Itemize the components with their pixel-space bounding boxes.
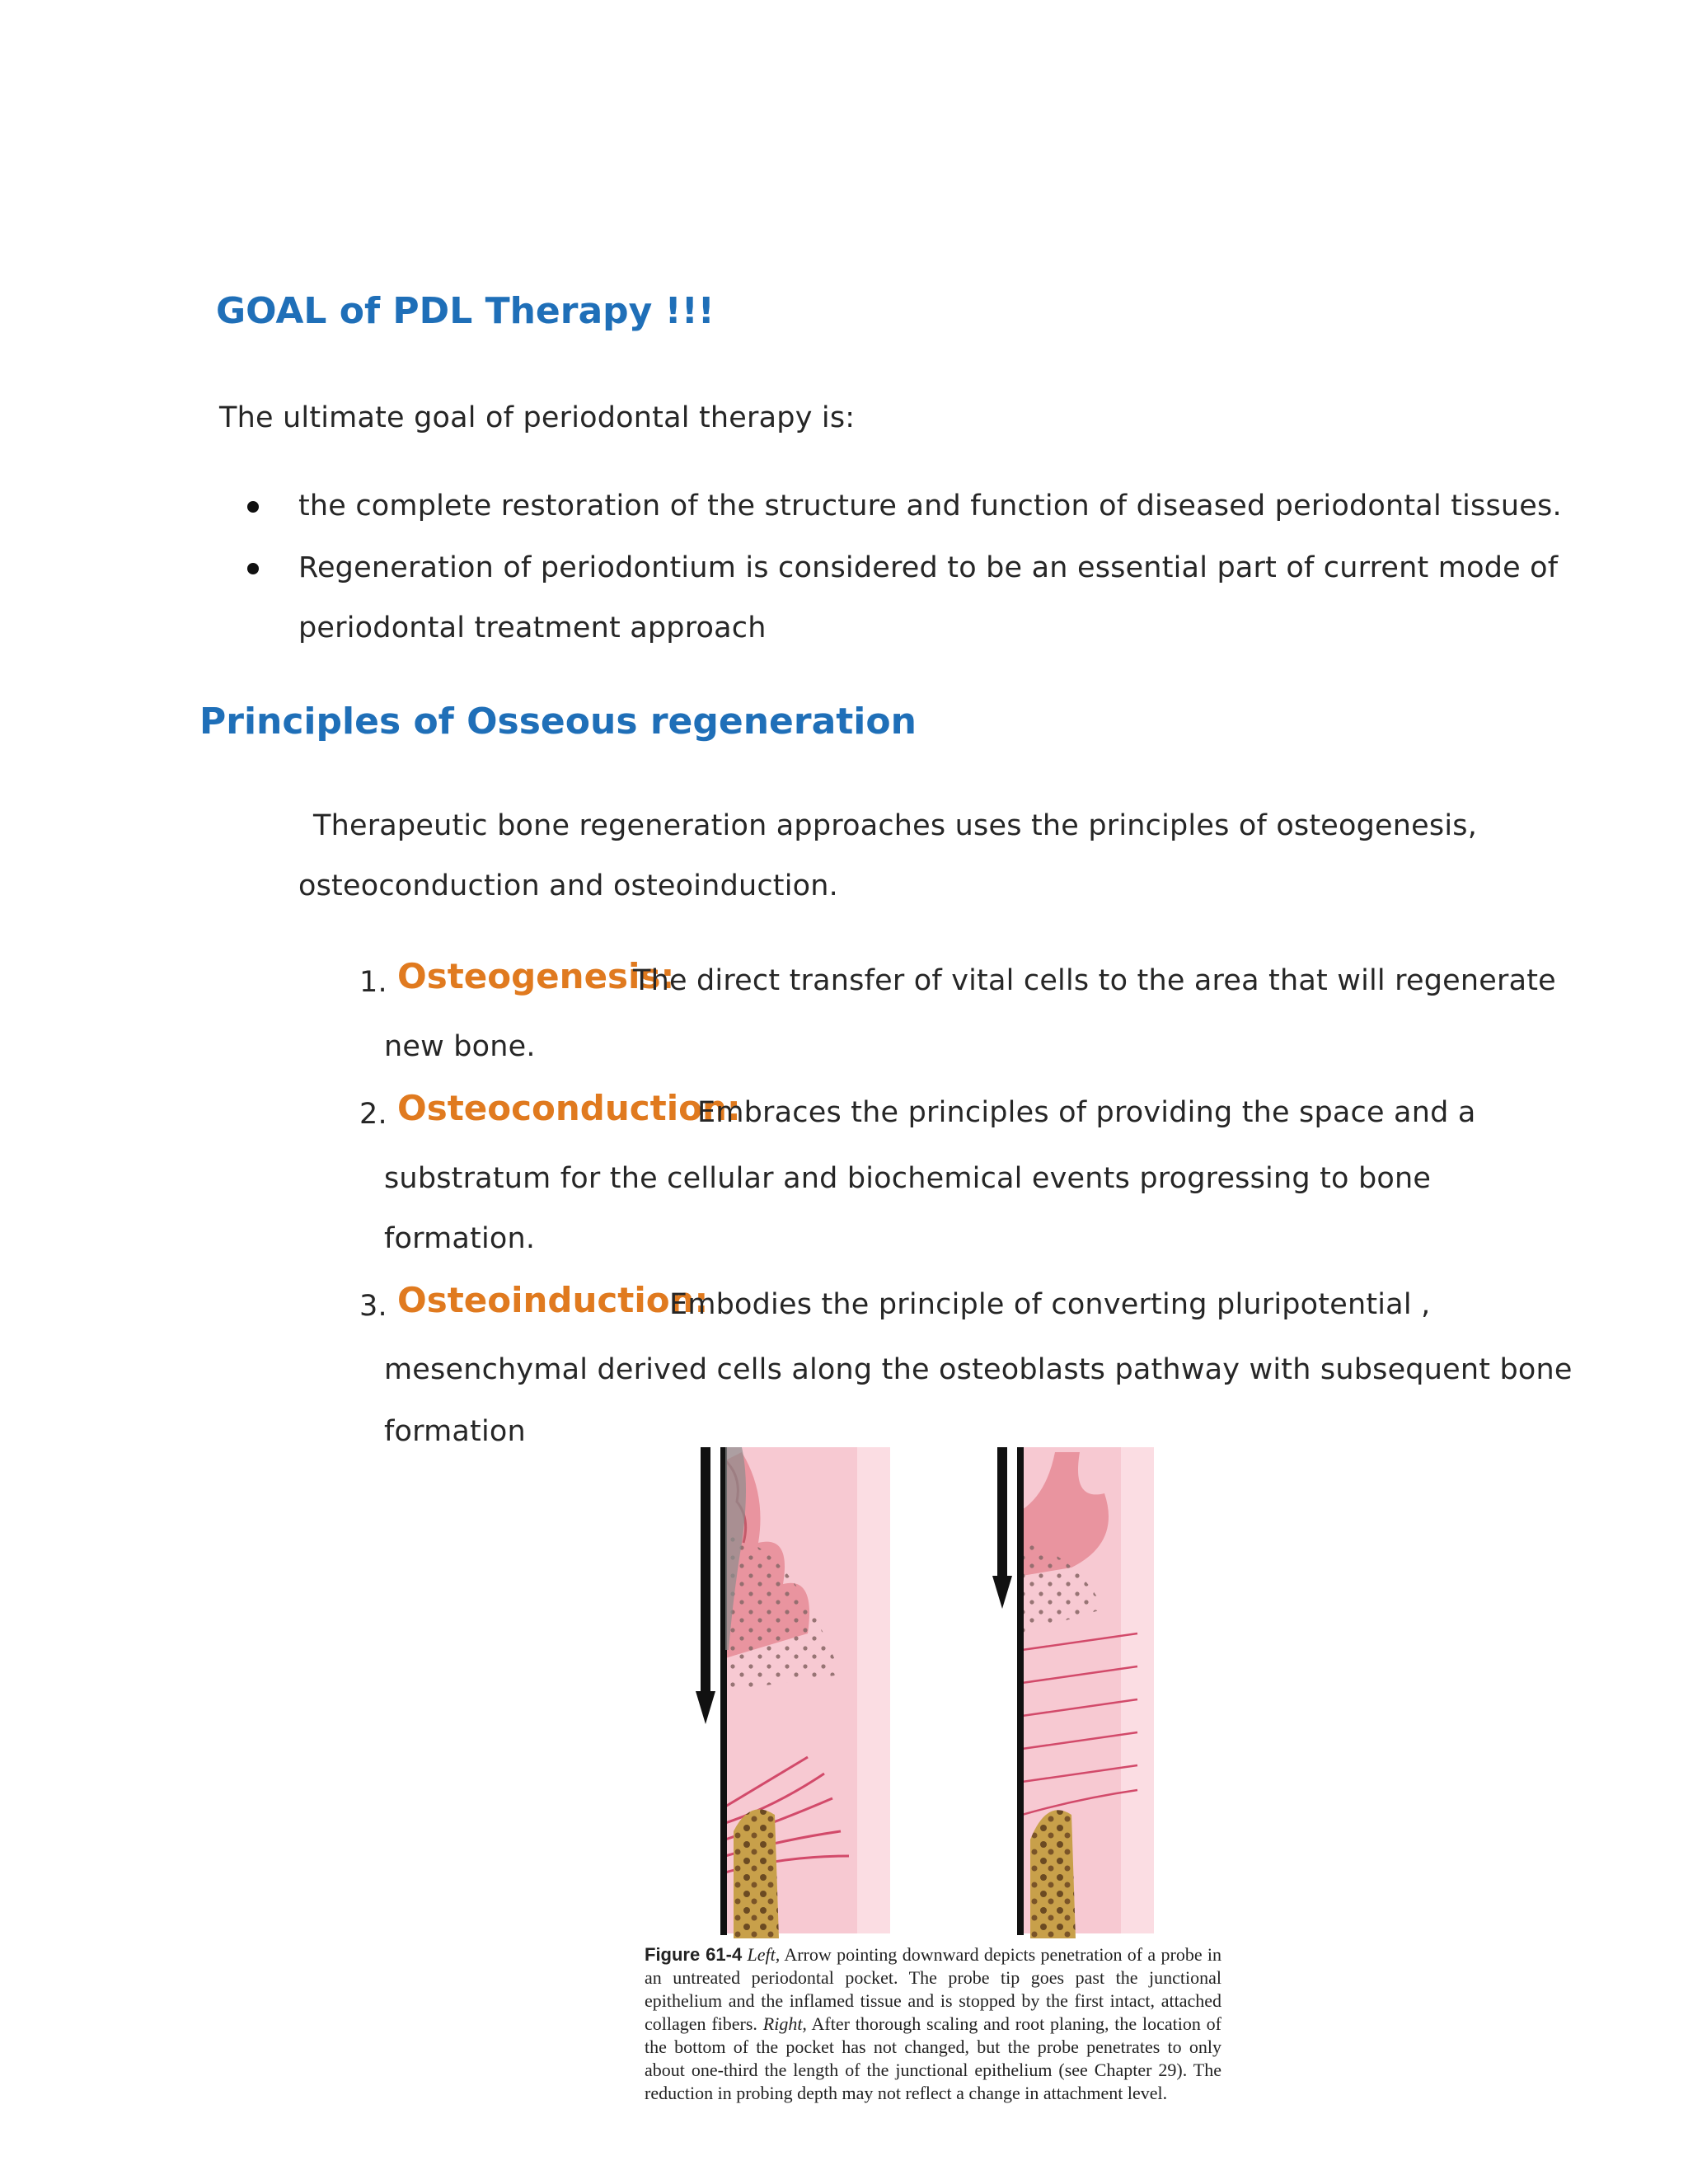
- bullet-item: the complete restoration of the structure and function of diseased periodontal tissues.: [298, 490, 1562, 523]
- bullet-icon: [247, 501, 259, 513]
- caption-right-word: Right,: [762, 2013, 807, 2034]
- figure-caption: [645, 1943, 1221, 2105]
- caption-text-right: After thorough scaling and root planing, the location of the bottom of the pocket has not changed, but the probe penetrates to only about one-third the length of the junctional epithelium (see Chapter 29). The reduction in probing depth may not reflect a change in attachment level.: [645, 2013, 1222, 2103]
- list-number: 1.: [359, 966, 387, 999]
- list-item-text: formation.: [384, 1222, 536, 1255]
- section-heading: Principles of Osseous regeneration: [199, 701, 917, 743]
- list-item-text: Embodies the principle of converting pluripotential ,: [669, 1288, 1431, 1321]
- list-item-text: The direct transfer of vital cells to the area that will regenerate: [633, 964, 1556, 997]
- bullet-icon: [247, 563, 259, 574]
- figure-label: Figure 61-4: [645, 1944, 743, 1965]
- left-panel: [696, 1447, 890, 1938]
- paragraph-line: osteoconduction and osteoinduction.: [298, 869, 838, 902]
- list-item-text: formation: [384, 1415, 526, 1448]
- paragraph-line: Therapeutic bone regeneration approaches uses the principles of osteogenesis,: [313, 809, 1478, 842]
- list-number: 2.: [359, 1098, 387, 1131]
- intro-text: The ultimate goal of periodontal therapy is:: [219, 401, 856, 434]
- bullet-item: Regeneration of periodontium is considered to be an essential part of current mode of: [298, 551, 1559, 584]
- caption-left-word: Left,: [747, 1944, 781, 1965]
- term-osteoconduction: Osteoconduction:: [397, 1088, 741, 1128]
- caption-text-left: Arrow pointing downward depicts penetration of a probe in an untreated periodontal pocket. The probe tip goes past the junctional epithelium and the inflamed tissue and is stopped by the first intact, attached collagen fibers.: [645, 1944, 1222, 2034]
- list-item-text: substratum for the cellular and biochemical events progressing to bone: [384, 1162, 1432, 1195]
- list-item-text: new bone.: [384, 1030, 536, 1063]
- periodontal-probe-figure: [692, 1444, 1187, 1938]
- right-panel: [992, 1447, 1154, 1938]
- term-osteogenesis: Osteogenesis:: [397, 956, 675, 996]
- page-title: GOAL of PDL Therapy !!!: [216, 290, 715, 332]
- bullet-item-continuation: periodontal treatment approach: [298, 612, 767, 644]
- list-number: 3.: [359, 1290, 387, 1323]
- list-item-text: Embraces the principles of providing the space and a: [697, 1096, 1476, 1129]
- term-osteoinduction: Osteoinduction:: [397, 1280, 709, 1320]
- list-item-text: mesenchymal derived cells along the osteoblasts pathway with subsequent bone: [384, 1353, 1573, 1386]
